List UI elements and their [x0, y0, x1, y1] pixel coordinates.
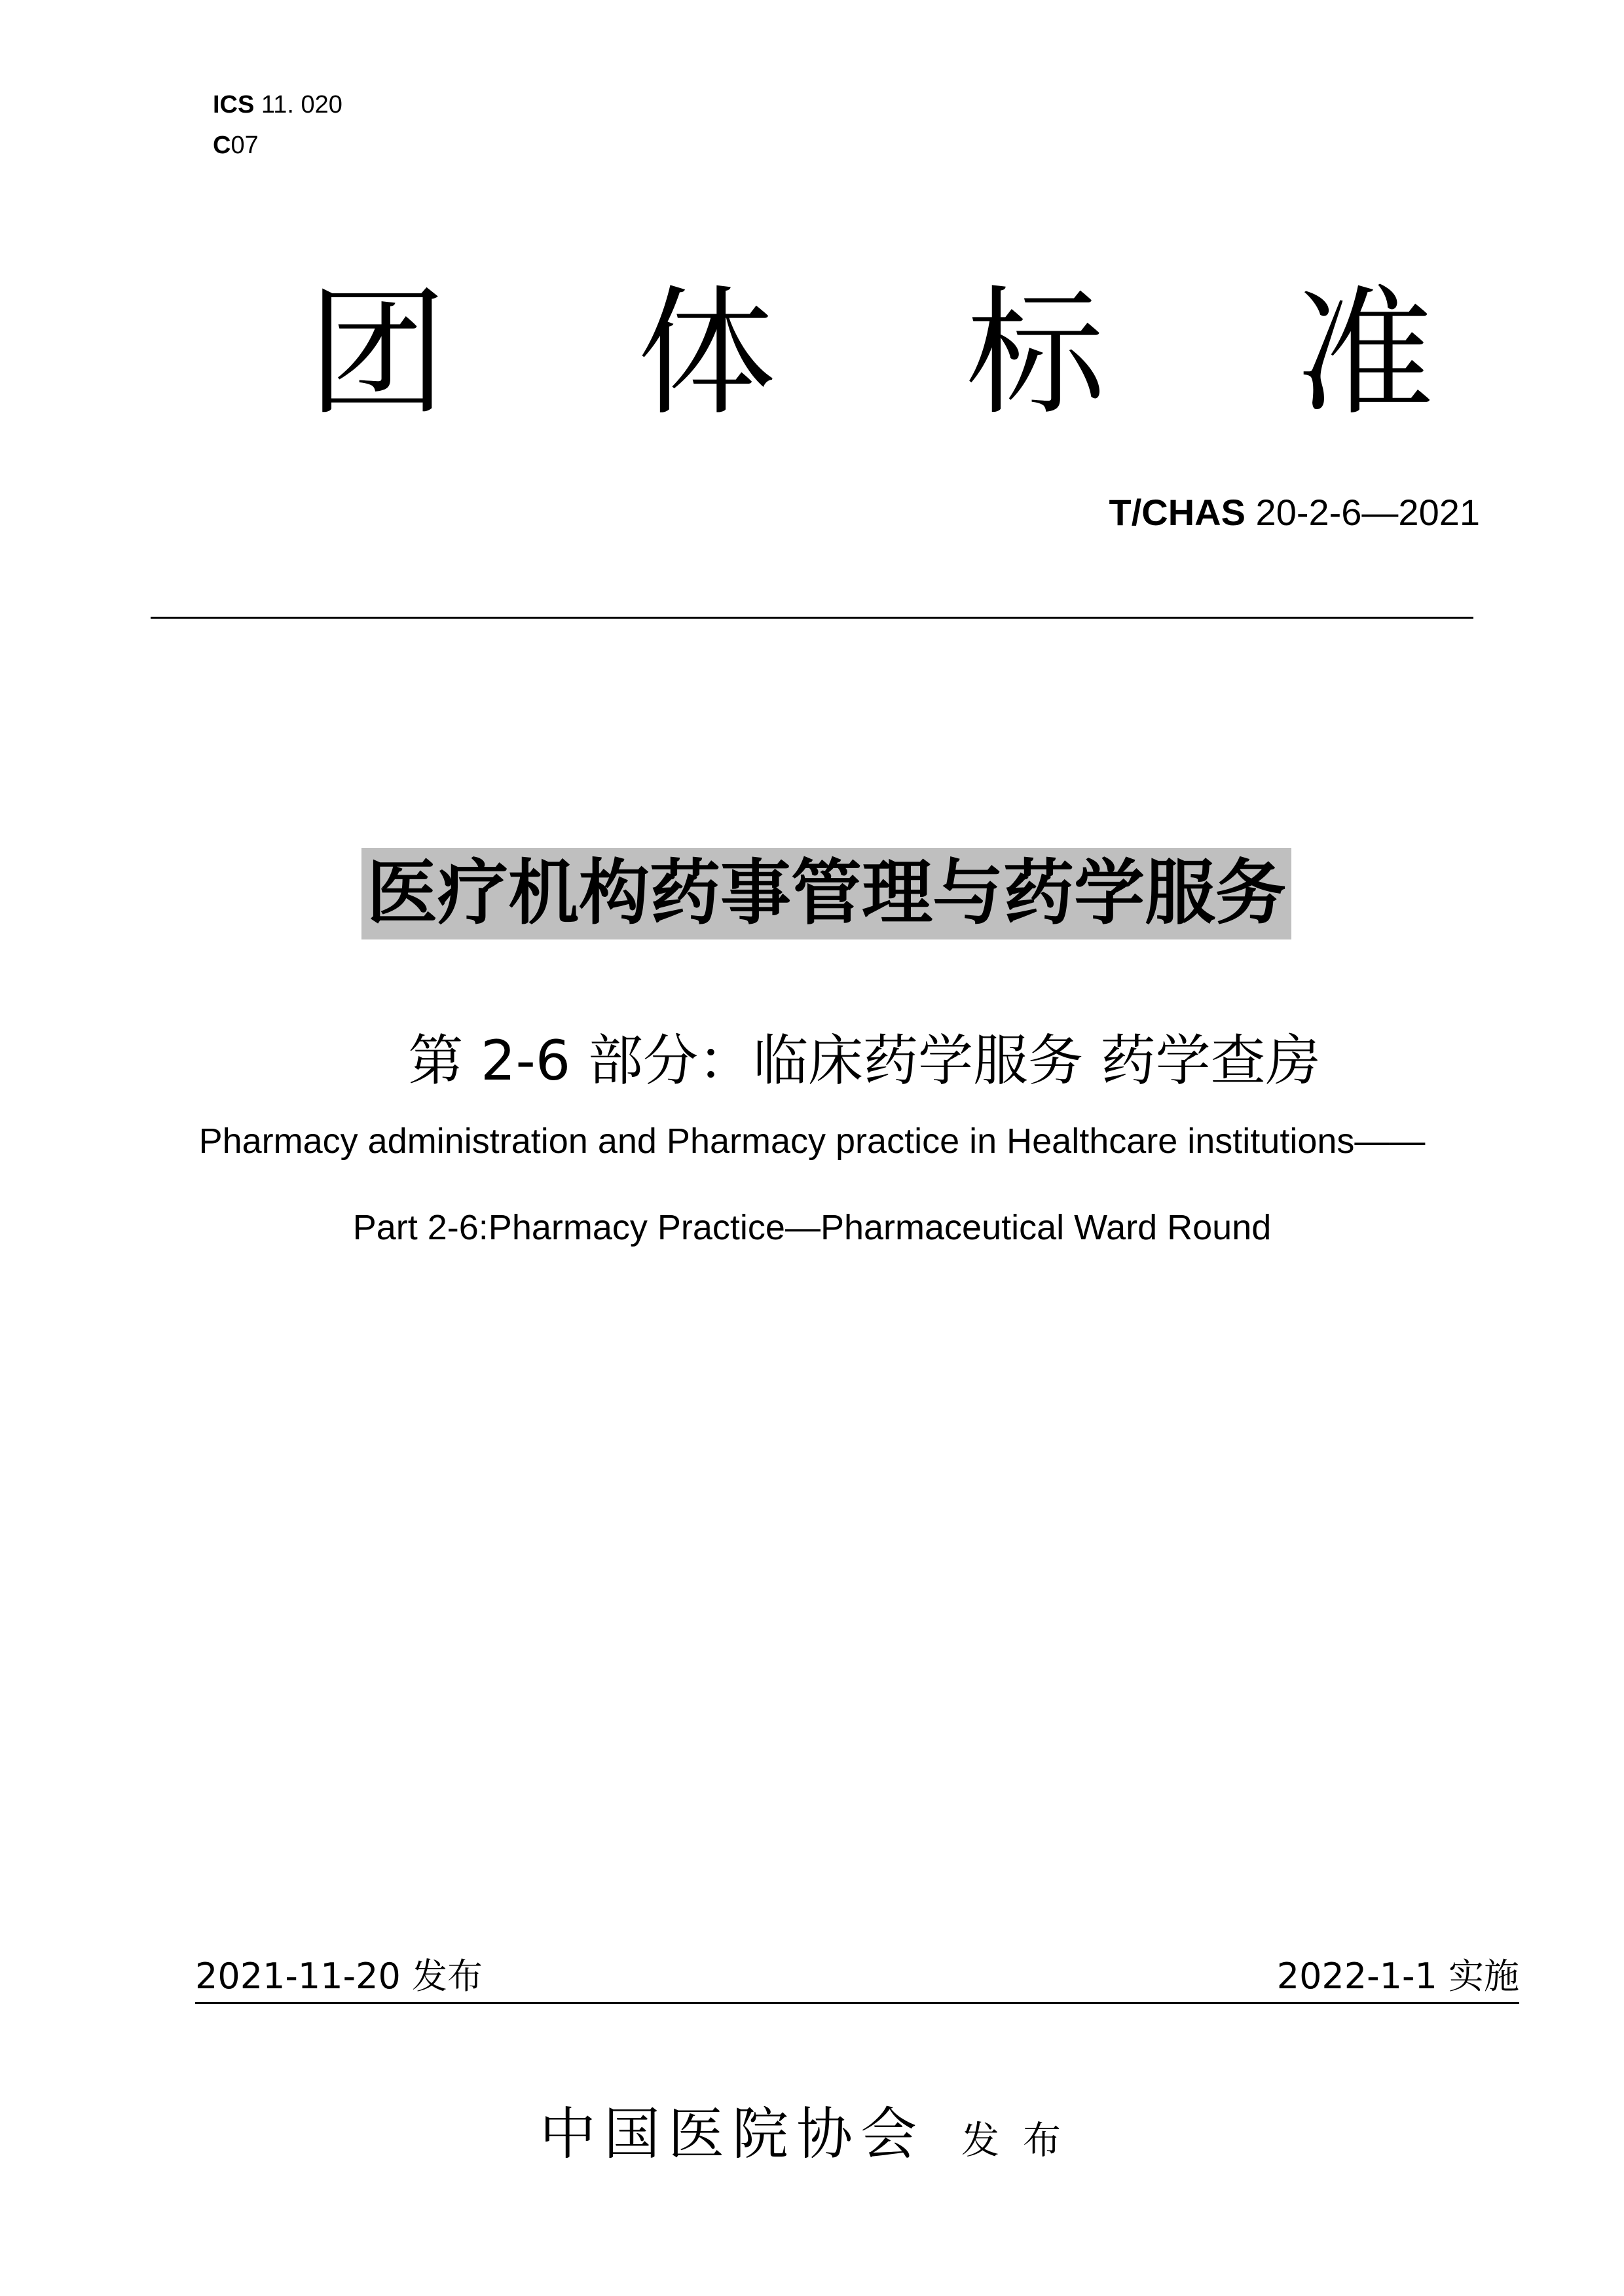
ics-label: ICS [213, 91, 255, 118]
standard-type-heading [308, 268, 1434, 439]
ccs-label: C [213, 132, 231, 159]
sub-title: 第 2-6 部分：临床药学服务 药学查房 [408, 1029, 1321, 1093]
issue-date: 2021-11-20 发布 [195, 1956, 483, 1997]
ics-value: 11. 020 [261, 91, 342, 118]
standard-type-char: 体 [637, 272, 776, 434]
standard-type-char: 团 [308, 272, 447, 434]
bottom-divider [195, 2002, 1519, 2004]
main-title: 医疗机构药事管理与药学服务 [361, 848, 1291, 939]
english-title-line-1: Pharmacy administration and Pharmacy practice in Healthcare institutions—— [198, 1121, 1426, 1161]
standard-number [1109, 490, 1480, 536]
standard-number-prefix: T/CHAS [1109, 492, 1246, 533]
implementation-date: 2022-1-1 实施 [1276, 1956, 1519, 1997]
publisher-line [0, 2095, 1624, 2179]
top-divider [151, 617, 1473, 619]
standard-type-char: 准 [1295, 272, 1434, 434]
ics-code [213, 89, 342, 120]
publisher-organization: 中国医院协会 [539, 2102, 925, 2167]
ccs-code [213, 130, 259, 161]
standard-type-char: 标 [966, 272, 1105, 434]
english-title-line-2: Part 2-6:Pharmacy Practice—Pharmaceutical Ward Round [352, 1208, 1272, 1247]
standard-number-code: 20-2-6—2021 [1255, 492, 1480, 533]
ccs-value: 07 [231, 132, 259, 159]
publisher-action: 发布 [961, 2118, 1084, 2162]
